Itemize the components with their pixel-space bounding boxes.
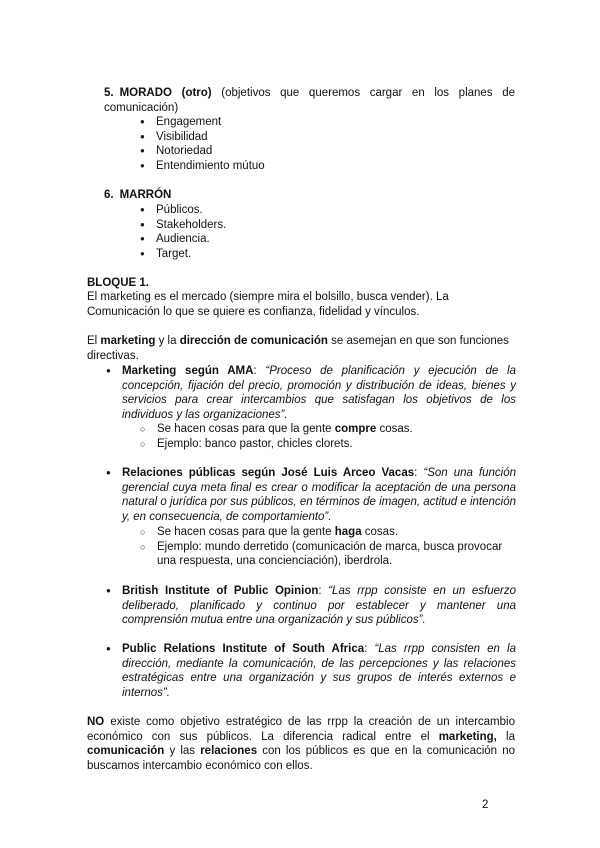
bullet-item: ● Target.	[156, 247, 516, 262]
arceo-subpoints	[157, 525, 515, 569]
definition-item: ● Public Relations Institute of South Africa: “Las rrpp consisten en la dirección, mediante la comunicación, de las percepciones y las relaciones estratégicas entre una organización y sus grupos de interés externos e internos”.	[122, 642, 516, 700]
text: se asemejan en que son funciones directivas.	[87, 335, 509, 362]
definition-title: Relaciones públicas según José Luis Arceo Vacas	[122, 467, 415, 479]
definition-quote: “Las rrpp consiste en un esfuerzo deliberado, planificado y continuo por establecer y mantener una comprensión mutua entre una organización y sus públicos”.	[122, 585, 516, 627]
list-item-morado	[104, 86, 515, 115]
morado-bullets	[156, 115, 516, 173]
bloque-heading: BLOQUE 1.	[87, 277, 149, 289]
bullet-item: ● Visibilidad	[156, 130, 516, 145]
definition-title: Public Relations Institute of South Africa	[122, 643, 365, 655]
text: y la	[155, 335, 180, 347]
text: la	[496, 730, 515, 743]
text-bold: comunicación	[87, 745, 165, 758]
bullet-item: ● Stakeholders.	[156, 218, 516, 233]
list-item-marron	[104, 188, 515, 203]
item-number: 6.	[104, 189, 114, 201]
bullet-item: ● Entendimiento mútuo	[156, 159, 516, 174]
definition-arceo	[122, 466, 516, 524]
bullet-item: ● Notoriedad	[156, 144, 516, 159]
bullet-item: ● Públicos.	[156, 203, 516, 218]
text: cosas.	[376, 423, 413, 435]
definition-item: ● Marketing según AMA: “Proceso de planificación y ejecución de la concepción, fijación del precio, promoción y distribución de ideas, bienes y servicios para crear intercambios que satisfagan los objetivos de los individuos y las organizaciones”.	[122, 364, 516, 422]
item-number: 5.	[104, 87, 114, 99]
definition-ama	[122, 364, 516, 422]
text: Se hacen cosas para que la gente	[157, 423, 335, 435]
sub-item: ○ Ejemplo: mundo derretido (comunicación de marca, busca provocar una respuesta, una concienciación), iberdrola.	[157, 540, 515, 569]
text: con los públicos es que en la comunicación no buscamos intercambio económico con ellos.	[87, 745, 515, 772]
text-bold: NO	[87, 716, 105, 728]
bullet-item: ● Engagement	[156, 115, 516, 130]
definition-quote: “Las rrpp consisten en la dirección, mediante la comunicación, de las percepciones y las relaciones estratégicas entre una organización y sus grupos de interés externos e internos”.	[122, 643, 517, 699]
text-bold: relaciones	[200, 745, 258, 758]
definition-item: ● British Institute of Public Opinion: “Las rrpp consiste en un esfuerzo deliberado, planificado y continuo por establecer y mantener una comprensión mutua entre una organización y sus públicos”.	[122, 584, 516, 628]
text-bold: marketing	[100, 335, 156, 347]
sub-item	[157, 422, 517, 437]
definition-quote: “Proceso de planificación y ejecución de la concepción, fijación del precio, promoción y distribución de ideas, bienes y servicios para crear intercambios que satisfagan los objetivos de los individuos y las organizaciones”.	[122, 365, 516, 421]
definition-item: ● Relaciones públicas según José Luis Arceo Vacas: “Son una función gerencial cuya meta final es crear o modificar la aceptación de una persona natural o jurídica por sus públicos, en términos de imagen, actitud e intención y, en consecuencia, de comportamiento”.	[122, 466, 516, 524]
page-number: 2	[482, 799, 489, 811]
definition-title: British Institute of Public Opinion	[122, 585, 319, 597]
definition-south-africa	[122, 642, 516, 700]
functions-paragraph	[87, 334, 515, 363]
text-bold: dirección de comunicación	[179, 335, 328, 347]
definition-title: Marketing según AMA	[122, 365, 254, 377]
text: Se hacen cosas para que la gente	[157, 526, 335, 538]
item-description: (objetivos que queremos cargar en los planes de comunicación)	[104, 87, 515, 114]
sub-item: ○ Ejemplo: banco pastor, chicles clorets.	[157, 437, 517, 452]
item-title: MORADO (otro)	[119, 87, 212, 99]
text-bold: compre	[334, 423, 377, 435]
closing-paragraph	[87, 715, 515, 773]
sub-item	[157, 525, 515, 540]
intro-paragraph: El marketing es el mercado (siempre mira el bolsillo, busca vender). La Comunicación lo que se quiere es confianza, fidelidad y vínculos.	[87, 291, 449, 318]
definition-british	[122, 584, 516, 628]
section-heading	[87, 276, 515, 291]
ama-subpoints	[157, 422, 517, 451]
text: existe como objetivo estratégico de las rrpp la creación de un intercambio económico con sus públicos. La diferencia radical entre el	[87, 716, 515, 743]
text: y las	[164, 745, 201, 758]
text: El	[87, 335, 101, 347]
text: cosas.	[361, 526, 399, 538]
definition-quote: “Son una función gerencial cuya meta final es crear o modificar la aceptación de una persona natural o jurídica por sus públicos, en términos de imagen, actitud e intención y, en consecuencia, de comportamiento”.	[122, 467, 516, 523]
item-title: MARRÓN	[119, 189, 172, 201]
text-bold: marketing,	[438, 730, 497, 743]
bullet-item: ● Audiencia.	[156, 232, 516, 247]
text-bold: haga	[334, 526, 362, 538]
marron-bullets	[156, 203, 516, 261]
